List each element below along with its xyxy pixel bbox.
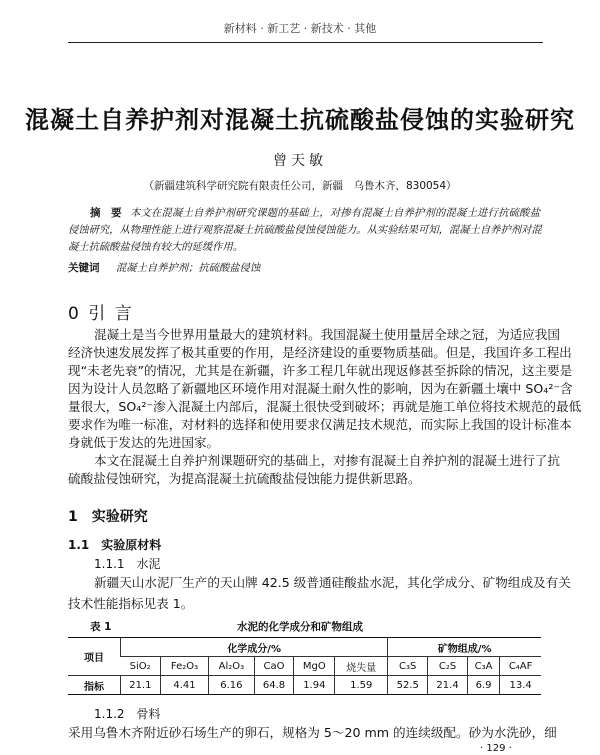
running-header: 新材料 · 新工艺 · 新技术 · 其他	[223, 22, 377, 35]
paper-title: 混凝土自养护剂对混凝土抗硫酸盐侵蚀的实验研究	[25, 105, 575, 134]
section-heading-intro: 0 引 言	[68, 304, 134, 324]
cell: 21.1	[121, 676, 161, 695]
abstract-label: 摘 要	[90, 207, 122, 219]
header-rule	[68, 42, 543, 43]
cell: 52.5	[388, 676, 428, 695]
body-line: 混凝土是当今世界用量最大的建筑材料。我国混凝土使用量居全球之冠，为适应我国	[94, 327, 560, 342]
col-header: C₃A	[467, 657, 499, 676]
col-header: Fe₂O₃	[160, 657, 208, 676]
abstract-line: 侵蚀研究，从物理性能上进行观察混凝土抗硫酸盐侵蚀侵蚀能力。从实验结果可知，混凝土自养护剂对混	[68, 224, 542, 236]
col-header: MgO	[294, 657, 335, 676]
cell: 21.4	[428, 676, 468, 695]
cell: 4.41	[160, 676, 208, 695]
affiliation: （新疆建筑科学研究院有限责任公司，新疆 乌鲁木齐，830054）	[143, 180, 457, 192]
body-line: 技术性能指标见表 1。	[68, 596, 194, 611]
body-line: 量很大，SO₄²⁻渗入混凝土内部后，混凝土很快受到破坏；再就是施工单位将技术规范的最低	[68, 399, 582, 414]
cement-composition-table	[68, 637, 541, 695]
col-header: CaO	[254, 657, 294, 676]
subsubsection-heading: 1.1.1 水泥	[94, 557, 161, 571]
page-number: · 129 ·	[480, 743, 512, 754]
cell: 1.59	[335, 676, 388, 695]
body-line: 身就低于发达的先进国家。	[68, 435, 220, 450]
body-line: 采用乌鲁木齐附近砂石场生产的卵石，规格为 5～20 mm 的连续级配。砂为水洗砂，细	[68, 725, 557, 740]
row-label: 指标	[68, 676, 121, 695]
col-header: Al₂O₃	[209, 657, 254, 676]
col-header: C₃S	[388, 657, 428, 676]
col-header: C₂S	[428, 657, 468, 676]
table-row	[68, 676, 541, 695]
row-header: 项目	[68, 638, 121, 676]
body-line: 现“未老先衰”的情况，尤其是在新疆，许多工程几年就出现返修甚至拆除的情况，这主要是	[68, 363, 573, 378]
subsection-heading: 1.1 实验原材料	[68, 538, 162, 552]
body-line: 新疆天山水泥厂生产的天山牌 42.5 级普通硅酸盐水泥，其化学成分、矿物组成及有关	[94, 575, 571, 590]
body-line: 因为设计人员忽略了新疆地区环境作用对混凝土耐久性的影响，因为在新疆土壤中 SO₄²⁻含	[68, 381, 573, 396]
cell: 1.94	[294, 676, 335, 695]
group-header-chemical: 化学成分/%	[121, 638, 388, 657]
section-heading-experiment: 1 实验研究	[68, 509, 148, 525]
body-line: 硫酸盐侵蚀研究，为提高混凝土抗硫酸盐侵蚀能力提供新思路。	[68, 471, 421, 486]
abstract-line: 本文在混凝土自养护剂研究课题的基础上，对掺有混凝土自养护剂的混凝土进行抗硫酸盐	[130, 207, 540, 219]
cell: 13.4	[500, 676, 541, 695]
table-caption: 水泥的化学成分和矿物组成	[237, 621, 363, 633]
body-line: 要求作为唯一标准，对材料的选择和使用要求仅满足技术规范，而实际上我国的设计标准本	[68, 417, 572, 432]
col-header: C₄AF	[500, 657, 541, 676]
author: 曾天敏	[273, 153, 327, 169]
keywords-label: 关键词	[68, 262, 100, 274]
subsubsection-heading: 1.1.2 骨料	[94, 707, 161, 721]
keywords: 混凝土自养护剂；抗硫酸盐侵蚀	[116, 262, 261, 274]
body-line: 本文在混凝土自养护剂课题研究的基础上，对掺有混凝土自养护剂的混凝土进行了抗	[94, 453, 560, 468]
cell: 6.9	[467, 676, 499, 695]
abstract-line: 凝土抗硫酸盐侵蚀有较大的延缓作用。	[68, 241, 244, 253]
table-label: 表 1	[90, 621, 112, 633]
group-header-mineral: 矿物组成/%	[388, 638, 541, 657]
body-line: 经济快速发展发挥了极其重要的作用，是经济建设的重要物质基础。但是，我国许多工程出	[68, 345, 572, 360]
cell: 64.8	[254, 676, 294, 695]
col-header: 烧失量	[335, 657, 388, 676]
cell: 6.16	[209, 676, 254, 695]
col-header: SiO₂	[121, 657, 161, 676]
